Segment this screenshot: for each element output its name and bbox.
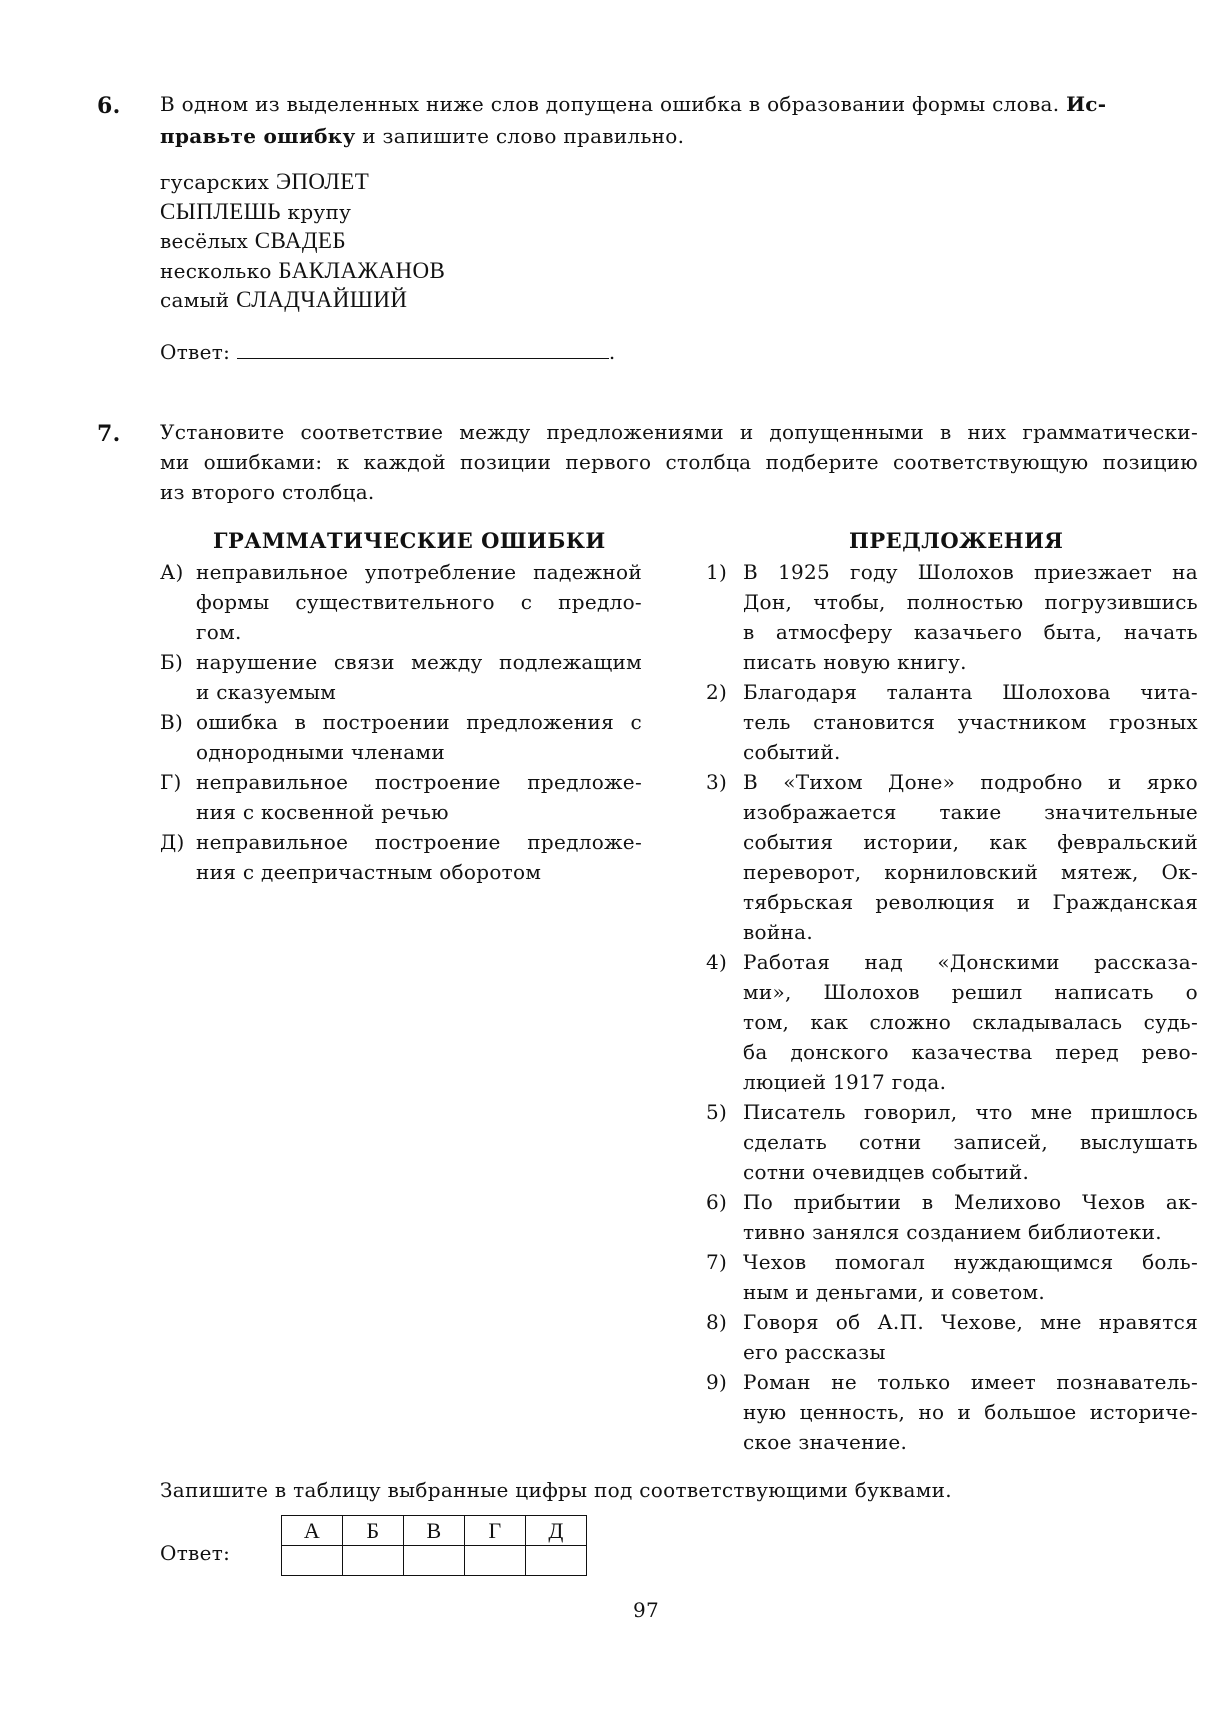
item-text-line: ния с косвенной речью [196, 800, 449, 824]
item-text-line: ную ценность, но и большое историче- [743, 1400, 1198, 1424]
task6-instruction-line1: В одном из выделенных ниже слов допущена ошибка в образовании формы слова. Ис- [160, 92, 1107, 116]
item-text-line: ния с деепричастным оборотом [196, 860, 542, 884]
answer-table-input-cell[interactable] [465, 1546, 526, 1576]
item-text-line: изображается такие значительные [743, 800, 1198, 824]
word-highlighted: СВАДЕБ [254, 228, 346, 253]
answer-table-input-cell[interactable] [343, 1546, 404, 1576]
item-label: 5) [706, 1100, 728, 1124]
item-label: 7) [706, 1250, 728, 1274]
item-text-line: в атмосферу казачьего быта, начать [743, 620, 1198, 644]
word-highlighted: БАКЛАЖАНОВ [278, 257, 446, 283]
item-text-line: тивно занялся созданием библиотеки. [743, 1220, 1162, 1244]
task7-number: 7. [97, 421, 121, 447]
item-text-line: неправильное употребление падежной [196, 560, 642, 584]
task6-word-item [160, 167, 369, 197]
task6-answer-blank[interactable] [237, 336, 609, 359]
item-text-line: гом. [196, 620, 242, 644]
table-instruction: Запишите в таблицу выбранные цифры под соответствующими буквами. [160, 1478, 952, 1502]
task6-word-item [160, 197, 351, 227]
page-number: 97 [633, 1598, 660, 1622]
item-text-line: его рассказы [743, 1340, 886, 1364]
word-highlighted: ЭПОЛЕТ [275, 169, 370, 194]
item-text-line: сотни очевидцев событий. [743, 1160, 1030, 1184]
item-text-line: По прибытии в Мелихово Чехов ак- [743, 1190, 1198, 1214]
item-text-line: В «Тихом Доне» подробно и ярко [743, 770, 1198, 794]
item-label: 8) [706, 1310, 728, 1334]
item-text-line: событий. [743, 740, 841, 764]
item-text-line: Писатель говорил, что мне пришлось [743, 1100, 1198, 1124]
item-label: А) [160, 560, 184, 584]
item-text-line: ба донского казачества перед рево- [743, 1040, 1198, 1064]
item-text-line: ми», Шолохов решил написать о [743, 980, 1198, 1004]
item-text-line: В 1925 году Шолохов приезжает на [743, 560, 1198, 584]
task7-instruction-line: ми ошибками: к каждой позиции первого столбца подберите соответствующую позицию [160, 450, 1198, 474]
item-label: 3) [706, 770, 728, 794]
item-text-line: ным и деньгами, и советом. [743, 1280, 1046, 1304]
answer-table-header-cell: В [404, 1516, 465, 1546]
item-label: Б) [160, 650, 184, 674]
answer-table-header-cell: Г [465, 1516, 526, 1546]
task6-word-item [160, 285, 407, 315]
item-text-line: люцией 1917 года. [743, 1070, 947, 1094]
task7-instruction-line: Установите соответствие между предложениями и допущенными в них грамматически- [160, 420, 1198, 444]
answer-table [281, 1515, 587, 1576]
item-text-line: ское значение. [743, 1430, 908, 1454]
item-text-line: однородными членами [196, 740, 445, 764]
word-highlighted: СЫПЛЕШЬ [160, 198, 281, 224]
word-highlighted: СЛАДЧАЙШИЙ [236, 287, 408, 312]
item-text-line: Говоря об А.П. Чехове, мне нравятся [743, 1310, 1198, 1334]
item-label: Д) [160, 830, 185, 854]
item-label: 1) [706, 560, 728, 584]
task6-word-item [160, 256, 445, 286]
item-text-line: ошибка в построении предложения с [196, 710, 642, 734]
item-label: Г) [160, 770, 182, 794]
answer-table-input-cell[interactable] [282, 1546, 343, 1576]
item-text-line: сделать сотни записей, выслушать [743, 1130, 1198, 1154]
item-text-line: том, как сложно складывалась судь- [743, 1010, 1198, 1034]
item-text-line: Дон, чтобы, полностью погрузившись [743, 590, 1198, 614]
item-text-line: и сказуемым [196, 680, 337, 704]
item-text-line: неправильное построение предложе- [196, 770, 642, 794]
task6-number: 6. [97, 93, 121, 119]
task6-instruction-line2: правьте ошибку и запишите слово правильно. [160, 124, 685, 148]
word-prefix: самый [160, 288, 237, 312]
answer-table-header-cell: Д [526, 1516, 587, 1546]
task6-answer: Ответ: . [160, 336, 616, 367]
item-label: 2) [706, 680, 728, 704]
task7-instruction-line: из второго столбца. [160, 480, 375, 504]
answer-table-input-cell[interactable] [526, 1546, 587, 1576]
word-suffix: крупу [280, 199, 352, 224]
answer-table-input-cell[interactable] [404, 1546, 465, 1576]
item-label: 6) [706, 1190, 728, 1214]
item-text-line: Роман не только имеет познаватель- [743, 1370, 1198, 1394]
answer-table-header-row [282, 1516, 587, 1546]
errors-column-header: ГРАММАТИЧЕСКИЕ ОШИБКИ [213, 528, 606, 553]
item-text-line: тябрьская революция и Гражданская [743, 890, 1198, 914]
item-text-line: Работая над «Донскими рассказа- [743, 950, 1198, 974]
item-text-line: Чехов помогал нуждающимся боль- [743, 1250, 1198, 1274]
task6-word-item [160, 226, 346, 256]
item-text-line: неправильное построение предложе- [196, 830, 642, 854]
item-text-line: переворот, корниловский мятеж, Ок- [743, 860, 1198, 884]
item-text-line: нарушение связи между подлежащим [196, 650, 642, 674]
item-text-line: события истории, как февральский [743, 830, 1198, 854]
item-text-line: тель становится участником грозных [743, 710, 1198, 734]
sentences-column-header: ПРЕДЛОЖЕНИЯ [849, 528, 1064, 553]
item-label: В) [160, 710, 184, 734]
item-text-line: формы существительного с предло- [196, 590, 642, 614]
word-prefix: гусарских [160, 170, 276, 194]
answer-table-header-cell: А [282, 1516, 343, 1546]
item-text-line: писать новую книгу. [743, 650, 967, 674]
word-prefix: весёлых [160, 229, 255, 253]
answer-table-header-cell: Б [343, 1516, 404, 1546]
word-prefix: несколько [160, 258, 279, 283]
item-label: 9) [706, 1370, 728, 1394]
item-text-line: Благодаря таланта Шолохова чита- [743, 680, 1198, 704]
item-label: 4) [706, 950, 728, 974]
task7-answer-label: Ответ: [160, 1541, 231, 1565]
answer-table-input-row [282, 1546, 587, 1576]
item-text-line: война. [743, 920, 814, 944]
